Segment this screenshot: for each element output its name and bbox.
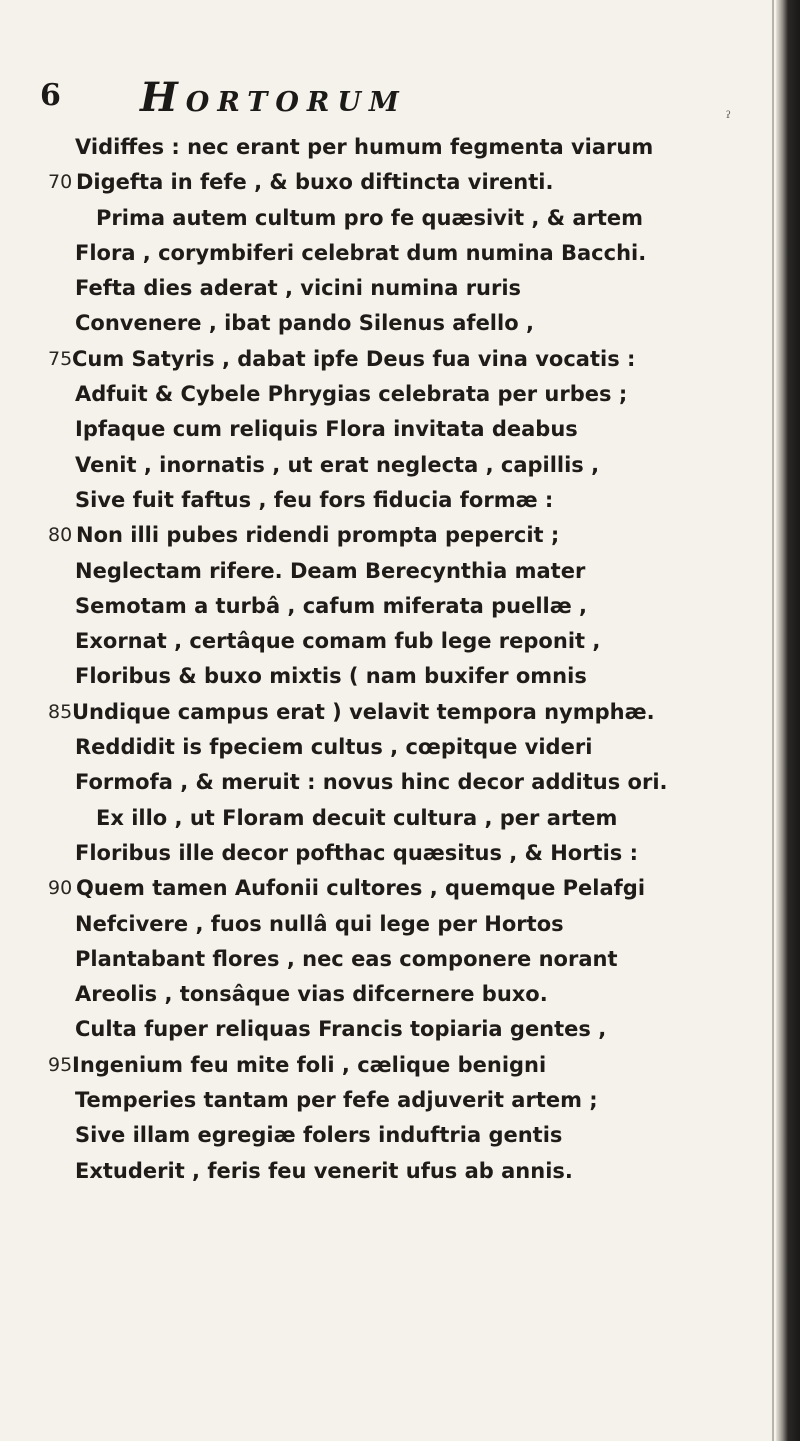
line-text: Venit , inornatis , ut erat neglecta , capillis , (75, 452, 600, 477)
printing-mark: ˀ (726, 108, 732, 129)
verse-line (48, 871, 768, 906)
verse-line (48, 130, 768, 165)
line-text: Quem tamen Aufonii cultores , quemque Pelafgi (76, 876, 646, 901)
page-header (40, 74, 740, 124)
line-text: Sive fuit faftus , feu fors fiducia formæ : (75, 487, 554, 512)
verse-line (48, 695, 768, 730)
line-text: Ingenium feu mite foli , cælique benigni (72, 1052, 547, 1077)
page-number: 6 (40, 78, 61, 113)
verse-line (48, 659, 768, 694)
verse-line (48, 165, 768, 200)
line-text: Convenere , ibat pando Silenus afello , (75, 311, 534, 336)
verse-line (48, 306, 768, 341)
line-text: Cum Satyris , dabat ipfe Deus fua vina vocatis : (72, 346, 636, 371)
verse-line (48, 836, 768, 871)
line-text: Plantabant flores , nec eas componere norant (75, 946, 618, 971)
verse-line (48, 730, 768, 765)
line-text: Areolis , tonsâque vias difcernere buxo. (75, 982, 548, 1007)
line-text: Floribus & buxo mixtis ( nam buxifer omnis (75, 664, 587, 689)
line-number: 75 (48, 347, 73, 370)
verse-line (48, 448, 768, 483)
line-number: 70 (48, 171, 73, 194)
line-text: Vidiffes : nec erant per humum fegmenta viarum (75, 135, 654, 159)
verse-line (48, 412, 768, 447)
line-text: Flora , corymbiferi celebrat dum numina Bacchi. (75, 240, 647, 265)
running-title: HORTORUM (140, 74, 407, 121)
verse-text-block (48, 130, 768, 1189)
line-text: Nefcivere , fuos nullâ qui lege per Hortos (75, 911, 564, 936)
line-text: Digefta in fefe , & buxo diftincta virenti. (76, 170, 554, 195)
line-number: 95 (48, 1053, 73, 1076)
verse-line (48, 377, 768, 412)
line-text: Prima autem cultum pro fe quæsivit , & artem (96, 205, 644, 230)
verse-line (48, 554, 768, 589)
line-text: Formofa , & meruit : novus hinc decor additus ori. (75, 770, 668, 795)
verse-line (48, 1083, 768, 1118)
line-text: Ipfaque cum reliquis Flora invitata deabus (75, 417, 578, 442)
line-text: Reddidit is fpeciem cultus , cœpitque videri (75, 735, 593, 760)
verse-line (48, 342, 768, 377)
verse-line (48, 271, 768, 306)
line-text: Neglectam rifere. Deam Berecynthia mater (75, 558, 586, 583)
verse-line (48, 236, 768, 271)
line-text: Sive illam egregiæ folers induftria gentis (75, 1123, 563, 1148)
line-text: Exornat , certâque comam fub lege reponit , (75, 629, 601, 654)
line-text: Fefta dies aderat , vicini numina ruris (75, 276, 522, 301)
verse-line (48, 1154, 768, 1189)
line-text: Non illi pubes ridendi prompta pepercit ; (76, 523, 560, 548)
verse-line (48, 801, 768, 836)
line-number: 85 (48, 700, 73, 723)
verse-line (48, 589, 768, 624)
verse-line (48, 942, 768, 977)
verse-line (48, 201, 768, 236)
line-text: Semotam a turbâ , cafum miferata puellæ , (75, 593, 588, 618)
verse-line (48, 518, 768, 553)
verse-line (48, 977, 768, 1012)
verse-line (48, 1012, 768, 1047)
verse-line (48, 624, 768, 659)
line-text: Floribus ille decor pofthac quæsitus , & Hortis : (75, 840, 639, 865)
line-text: Adfuit & Cybele Phrygias celebrata per urbes ; (75, 382, 628, 407)
verse-line (48, 1118, 768, 1153)
verse-line (48, 1048, 768, 1083)
binding-gutter (776, 0, 800, 1441)
line-number: 80 (48, 524, 73, 547)
line-text: Culta fuper reliquas Francis topiaria gentes , (75, 1017, 607, 1042)
verse-line (48, 483, 768, 518)
line-text: Ex illo , ut Floram decuit cultura , per artem (96, 805, 618, 830)
line-text: Undique campus erat ) velavit tempora nymphæ. (72, 699, 655, 724)
gutter-edge-line (772, 0, 774, 1441)
line-text: Extuderit , feris feu venerit ufus ab annis. (75, 1158, 573, 1183)
line-number: 90 (48, 877, 73, 900)
verse-line (48, 907, 768, 942)
verse-line (48, 765, 768, 800)
line-text: Temperies tantam per fefe adjuverit artem ; (75, 1088, 598, 1113)
